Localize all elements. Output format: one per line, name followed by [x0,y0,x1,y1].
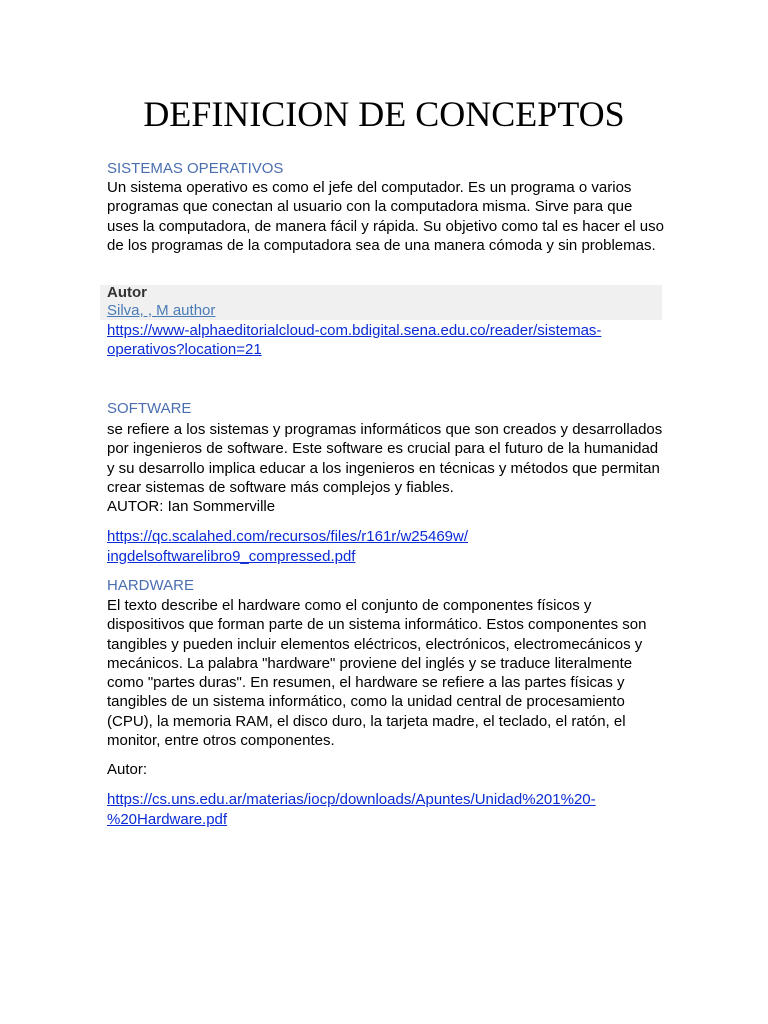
page-title: DEFINICION DE CONCEPTOS [143,94,625,134]
reference-link-os-line1[interactable]: https://www-alphaeditorialcloud-com.bdigital.sena.edu.co/reader/sistemas- [107,322,602,339]
section-body-software: se refiere a los sistemas y programas informáticos que son creados y desarrollados por ingenieros de software. Este software es crucial para el futuro de la humanidad y su desarrollo implica educar a los ingenieros en técnicas y métodos que permitan crear sistemas de software más complejos y fiables. [107,421,663,496]
reference-link-hardware-line2[interactable]: %20Hardware.pdf [107,810,228,828]
author-name-link-os[interactable]: Silva, , M author [107,302,216,319]
section-heading-os: SISTEMAS OPERATIVOS [107,160,284,177]
reference-software [107,527,667,566]
reference-link-hardware-line1[interactable]: https://cs.uns.edu.ar/materias/iocp/downloads/Apuntes/Unidad%201%20- [107,791,596,808]
author-label-hardware: Autor: [107,761,148,778]
section-heading-software: SOFTWARE [107,400,192,417]
reference-os [107,321,667,359]
reference-hardware [107,790,667,829]
author-block-os [107,284,667,320]
reference-link-software-line1[interactable]: https://qc.scalahed.com/recursos/files/r161r/w25469w/ [107,528,469,545]
reference-link-os-line2[interactable]: operativos?location=21 [107,341,262,358]
reference-link-software-line2[interactable]: ingdelsoftwarelibro9_compressed.pdf [107,547,356,565]
section-body-os: Un sistema operativo es como el jefe del computador. Es un programa o varios programas que conectan al usuario con la computadora misma. Sirve para que uses la computadora, de manera fácil y rápida. Su objetivo como tal es hacer el uso de los programas de la computadora sea de una manera cómoda y sin problemas. [107,179,664,254]
section-heading-hardware: HARDWARE [107,577,194,594]
author-label-os: Autor [107,284,147,301]
section-body-hardware: El texto describe el hardware como el conjunto de componentes físicos y dispositivos que forman parte de un sistema informático. Estos componentes son tangibles y pueden incluir elementos eléctricos, electrónicos, electromecánicos y mecánicos. La palabra "hardware" proviene del inglés y se traduce literalmente como "partes duras". En resumen, el hardware se refiere a las partes físicas y tangibles de un sistema informático, como la unidad central de procesamiento (CPU), la memoria RAM, el disco duro, la tarjeta madre, el teclado, el ratón, el monitor, entre otros componentes. [107,597,647,750]
author-software: AUTOR: Ian Sommerville [107,498,276,515]
